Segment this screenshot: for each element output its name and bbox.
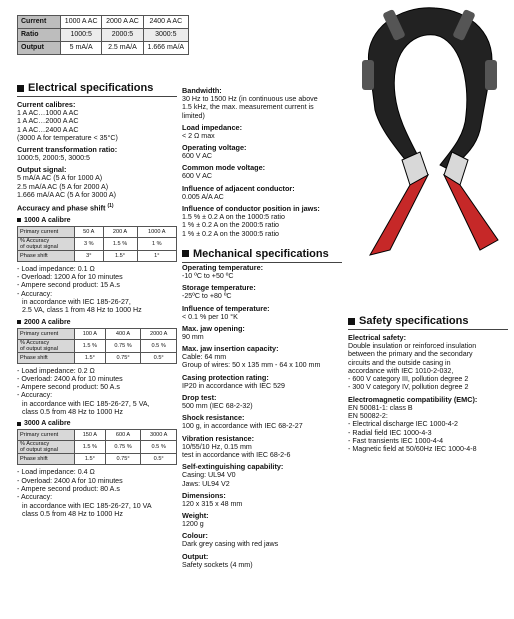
spec-heading: Bandwidth: — [182, 86, 222, 95]
current-clamp-image — [340, 0, 514, 260]
spec-heading: Influence of adjacent conductor: — [182, 183, 295, 193]
text-line: between the primary and the secondary — [348, 350, 473, 359]
text-line: Group of wires: 50 x 135 mm - 64 x 100 mm — [182, 361, 321, 370]
square-bullet-icon — [182, 250, 189, 257]
text-line: -10 ºC to +50 ºC — [182, 271, 234, 280]
text-line: - Accuracy: — [17, 289, 53, 298]
table-row: Ratio 1000:5 2000:5 3000:5 — [18, 29, 189, 42]
text-line: - Accuracy: — [17, 391, 53, 400]
text-line: in accordance with IEC 185-26-27, 5 VA, — [22, 399, 150, 408]
text-line: 1 % ± 0.2 A on the 3000:5 ratio — [182, 229, 279, 238]
text-line: - Accuracy: — [17, 493, 53, 502]
text-line: < 0.1 % per 10 °K — [182, 312, 238, 321]
divider — [348, 329, 508, 330]
text-line: 100 g, in accordance with IEC 68-2-27 — [182, 422, 303, 431]
table-row: % Accuracy of output signal 1.5 % 0.75 % 0.5 % — [18, 339, 177, 352]
emc-heading: Electromagnetic compatibility (EMC): — [348, 394, 478, 404]
square-bullet-icon — [17, 320, 21, 324]
text-line: 1 A AC…1000 A AC — [17, 109, 79, 117]
text-line: 1 A AC…2000 A AC — [17, 117, 79, 126]
text-line: 1 % ± 0.2 A on the 2000:5 ratio — [182, 221, 279, 230]
text-line: 0.005 A/A AC — [182, 192, 224, 201]
table-row: Primary current 100 A 400 A 2000 A — [18, 328, 177, 339]
text-line: test in accordance with IEC 68-2-6 — [182, 450, 291, 459]
text-line: class 0.5 from 48 Hz to 1000 Hz — [22, 408, 123, 417]
spec-heading: Casing protection rating: — [182, 372, 269, 382]
square-bullet-icon — [348, 318, 355, 325]
text-line: - Overload: 2400 A for 10 minutes — [17, 374, 123, 383]
calibre-block-3000 — [17, 420, 177, 518]
electrical-column — [17, 82, 177, 518]
text-line: (3000 A for temperature < 35°C) — [17, 133, 118, 142]
text-line: accordance with IEC 1010-2-032, — [348, 366, 454, 375]
accuracy-heading: Accuracy and phase shift $^{(1)}$ — [17, 203, 114, 213]
ratio-heading: Current transformation ratio: — [17, 145, 118, 155]
text-line: Dark grey casing with red jaws — [182, 540, 279, 549]
spec-heading: Weight: — [182, 511, 209, 521]
text-line: 1.5 % ± 0.2 A on the 1000:5 ratio — [182, 213, 285, 222]
text-line: 600 V AC — [182, 152, 212, 161]
spec-heading: Vibration resistance: — [182, 433, 255, 443]
text-line: - Load impedance: 0.2 Ω — [17, 366, 95, 375]
table-row: Phase shift 3° 1.5° 1° — [18, 250, 177, 261]
text-line: 30 Hz to 1500 Hz (in continuous use above — [182, 95, 318, 103]
table-row: Current 1000 A AC 2000 A AC 2400 A AC — [18, 16, 189, 29]
text-line: - Ampere second product: 15 A.s — [17, 281, 120, 290]
calibre-title: 1000 A calibre — [17, 217, 177, 224]
spec-heading: Max. jaw opening: — [182, 323, 245, 333]
text-line: - Electrical discharge IEC 1000-4-2 — [348, 420, 459, 429]
spec-heading: Common mode voltage: — [182, 163, 266, 173]
table-row: % Accuracy of output signal 3 % 1.5 % 1 % — [18, 237, 177, 250]
text-line: class 0.5 from 48 Hz to 1000 Hz — [22, 509, 123, 518]
accuracy-table — [17, 226, 177, 262]
text-line: -25ºC to +80 ºC — [182, 292, 232, 301]
text-line: - 600 V category III, pollution degree 2 — [348, 375, 469, 384]
text-line: limited) — [182, 111, 205, 120]
square-bullet-icon — [17, 422, 21, 426]
table-row: Primary current 150 A 600 A 3000 A — [18, 430, 177, 441]
text-line: 2.5 mA/A AC (5 A for 2000 A) — [17, 182, 109, 191]
text-line: IP20 in accordance with IEC 529 — [182, 381, 285, 390]
text-line: - Magnetic field at 50/60Hz IEC 1000-4-8 — [348, 445, 477, 454]
text-line: Safety sockets (4 mm) — [182, 560, 253, 569]
text-line: 1000:5, 2000:5, 3000:5 — [17, 154, 90, 163]
table-row: Primary current 50 A 200 A 1000 A — [18, 226, 177, 237]
text-line: - Load impedance: 0.4 Ω — [17, 468, 95, 477]
electrical-title: Electrical specifications — [17, 82, 177, 94]
spec-heading: Influence of conductor position in jaws: — [182, 204, 320, 214]
text-line: < 2 Ω max — [182, 131, 215, 140]
safety-title: Safety specifications — [348, 315, 508, 327]
text-line: EN 50081-1: class B — [348, 403, 413, 412]
text-line: 1.666 mA/A AC (5 A for 3000 A) — [17, 191, 116, 200]
spec-heading: Storage temperature: — [182, 283, 256, 293]
output-heading: Output signal: — [17, 165, 67, 175]
text-line: Casing: UL94 V0 — [182, 471, 236, 480]
current-calibres-heading: Current calibres: — [17, 100, 76, 109]
text-line: Jaws: UL94 V2 — [182, 479, 230, 488]
spec-heading: Influence of temperature: — [182, 303, 270, 313]
spec-heading: Shock resistance: — [182, 413, 245, 423]
text-line: 90 mm — [182, 332, 204, 341]
accuracy-table — [17, 429, 177, 465]
text-line: Double insulation or reinforced insulation — [348, 342, 477, 350]
calibre-block-1000 — [17, 217, 177, 315]
calibre-title: 2000 A calibre — [17, 319, 177, 326]
text-line: 10/55/10 Hz, 0.15 mm — [182, 442, 252, 451]
spec-heading: Drop test: — [182, 393, 217, 403]
safety-column — [348, 315, 508, 454]
text-line: 120 x 315 x 48 mm — [182, 499, 243, 508]
text-line: 1200 g — [182, 520, 204, 529]
text-line: 2.5 VA, class 1 from 48 Hz to 1000 Hz — [22, 306, 142, 315]
ratio-table — [17, 15, 189, 55]
text-line: 600 V AC — [182, 172, 212, 181]
text-line: - 300 V category IV, pollution degree 2 — [348, 383, 469, 392]
spec-heading: Self-extinguishing capability: — [182, 462, 284, 472]
text-line: - Overload: 2400 A for 10 minutes — [17, 476, 123, 485]
text-line: - Fast transients IEC 1000-4-4 — [348, 436, 444, 445]
text-line: - Radial field IEC 1000-4-3 — [348, 428, 432, 437]
square-bullet-icon — [17, 218, 21, 222]
text-line: in accordance with IEC 185-26-27, 10 VA — [22, 501, 152, 510]
calibre-block-2000 — [17, 319, 177, 417]
text-line: circuits and the outside casing in — [348, 358, 451, 367]
text-line: 1.5 kHz, the max. measurement current is — [182, 103, 314, 112]
spec-heading: Max. jaw insertion capacity: — [182, 344, 279, 354]
square-bullet-icon — [17, 85, 24, 92]
text-line: in accordance with IEC 185-26-27, — [22, 297, 131, 306]
text-line: - Ampere second product: 50 A.s — [17, 383, 120, 392]
text-line: - Overload: 1200 A for 10 minutes — [17, 273, 123, 282]
text-line: - Load impedance: 0.1 Ω — [17, 264, 95, 273]
text-line: Cable: 64 mm — [182, 353, 227, 362]
spec-heading: Operating temperature: — [182, 262, 264, 272]
table-row: Phase shift 1.5° 0.75° 0.5° — [18, 454, 177, 465]
table-row: % Accuracy of output signal 1.5 % 0.75 % 0.5 % — [18, 441, 177, 454]
table-row: Output 5 mA/A 2.5 mA/A 1.666 mA/A — [18, 42, 189, 55]
calibre-title: 3000 A calibre — [17, 420, 177, 427]
accuracy-table — [17, 328, 177, 364]
spec-heading: Output: — [182, 551, 209, 561]
middle-column — [182, 86, 342, 569]
spec-heading: Load impedance: — [182, 122, 243, 132]
table-row: Phase shift 1.5° 0.75° 0.5° — [18, 352, 177, 363]
text-line: EN 50082-2: — [348, 412, 388, 421]
electrical-safety-heading: Electrical safety: — [348, 333, 407, 342]
spec-heading: Operating voltage: — [182, 143, 247, 153]
text-line: 5 mA/A AC (5 A for 1000 A) — [17, 174, 103, 183]
text-line: 1 A AC…2400 A AC — [17, 125, 79, 134]
divider — [17, 96, 177, 97]
spec-heading: Colour: — [182, 531, 208, 541]
mechanical-title: Mechanical specifications — [182, 248, 342, 260]
text-line: - Ampere second product: 80 A.s — [17, 484, 120, 493]
text-line: 500 mm (IEC 68-2-32) — [182, 402, 253, 411]
spec-heading: Dimensions: — [182, 490, 226, 500]
